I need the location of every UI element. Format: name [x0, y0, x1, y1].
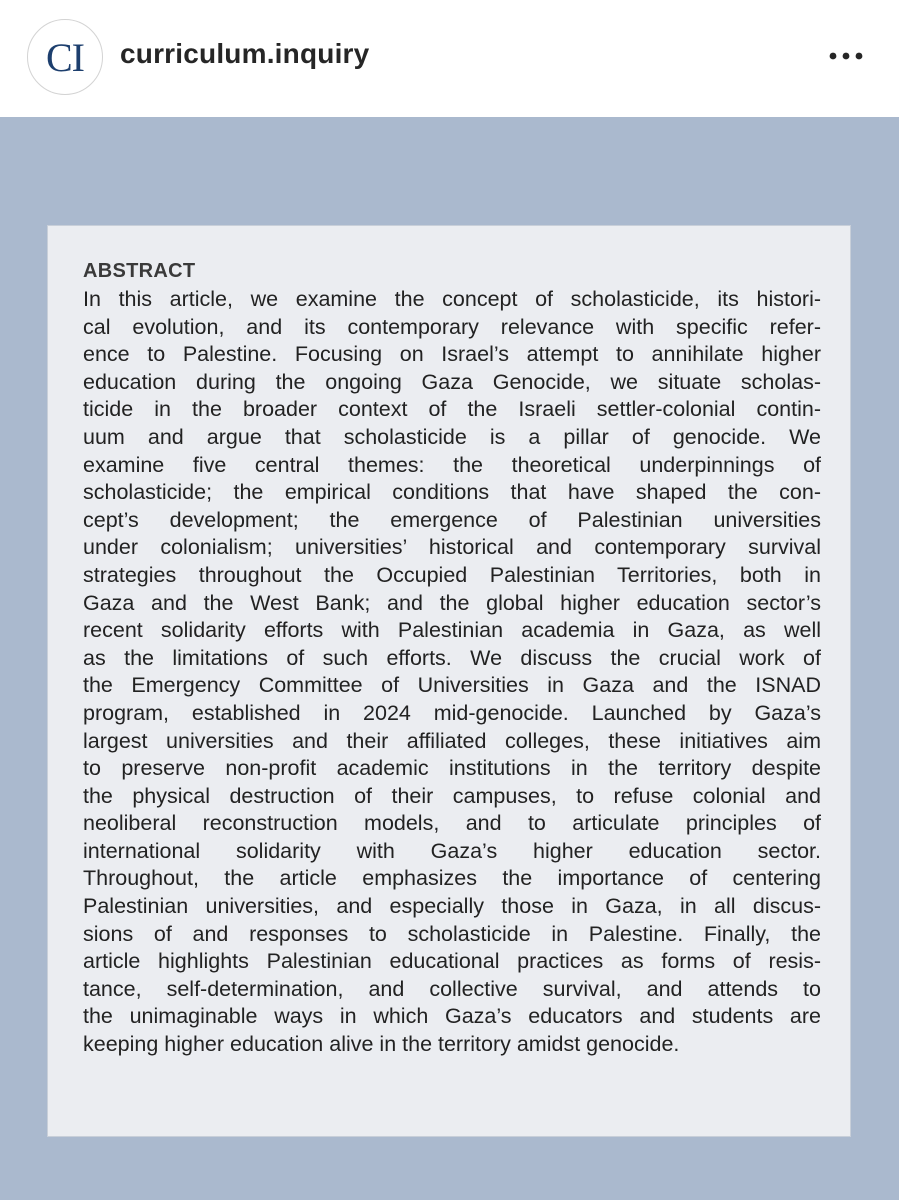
abstract-line: Palestinian universities, and especially those in Gaza, in all discus-	[83, 894, 821, 919]
abstract-line: education during the ongoing Gaza Genocide, we situate scholas-	[83, 369, 821, 394]
abstract-heading: ABSTRACT	[83, 260, 196, 282]
abstract-line: ence to Palestine. Focusing on Israel’s attempt to annihilate higher	[83, 342, 821, 367]
abstract-line: tance, self-determination, and collective survival, and attends to	[83, 976, 821, 1001]
abstract-line: sions of and responses to scholasticide in Palestine. Finally, the	[83, 921, 821, 946]
avatar[interactable]	[27, 19, 103, 95]
abstract-line: largest universities and their affiliated colleges, these initiatives aim	[83, 728, 821, 753]
abstract-line: cept’s development; the emergence of Palestinian universities	[83, 507, 821, 532]
abstract-body	[83, 286, 821, 1059]
abstract-line: uum and argue that scholasticide is a pillar of genocide. We	[83, 424, 821, 449]
abstract-line: cal evolution, and its contemporary relevance with specific refer-	[83, 314, 821, 339]
abstract-line: recent solidarity efforts with Palestinian academia in Gaza, as well	[83, 618, 821, 643]
abstract-card	[47, 225, 851, 1137]
abstract-line: international solidarity with Gaza’s higher education sector.	[83, 838, 821, 863]
abstract-line: to preserve non-profit academic institutions in the territory despite	[83, 756, 821, 781]
username-link[interactable]: curriculum.inquiry	[120, 38, 370, 69]
abstract-line: the physical destruction of their campuses, to refuse colonial and	[83, 783, 821, 808]
abstract-line: program, established in 2024 mid-genocide. Launched by Gaza’s	[83, 700, 821, 725]
abstract-line: as the limitations of such efforts. We discuss the crucial work of	[83, 645, 821, 670]
more-options-button[interactable]	[818, 36, 874, 76]
abstract-line: under colonialism; universities’ historical and contemporary survival	[83, 535, 821, 560]
post-header	[0, 0, 899, 117]
abstract-line: keeping higher education alive in the territory amidst genocide.	[83, 1032, 680, 1057]
abstract-line: the Emergency Committee of Universities in Gaza and the ISNAD	[83, 673, 821, 698]
abstract-line: strategies throughout the Occupied Palestinian Territories, both in	[83, 562, 821, 587]
abstract-line: In this article, we examine the concept of scholasticide, its histori-	[83, 287, 821, 311]
abstract-line: the unimaginable ways in which Gaza’s educators and students are	[83, 1004, 821, 1029]
abstract-line: neoliberal reconstruction models, and to articulate principles of	[83, 811, 821, 836]
abstract-line: ticide in the broader context of the Israeli settler-colonial contin-	[83, 397, 821, 422]
more-horizontal-icon	[829, 52, 863, 60]
abstract-line: scholasticide; the empirical conditions that have shaped the con-	[83, 480, 821, 505]
abstract-line: examine five central themes: the theoretical underpinnings of	[83, 452, 821, 477]
abstract-line: Throughout, the article emphasizes the importance of centering	[83, 866, 821, 891]
abstract-line: Gaza and the West Bank; and the global higher education sector’s	[83, 590, 821, 615]
abstract-line: article highlights Palestinian educational practices as forms of resis-	[83, 949, 821, 974]
avatar-logo-text: CI	[46, 34, 84, 80]
